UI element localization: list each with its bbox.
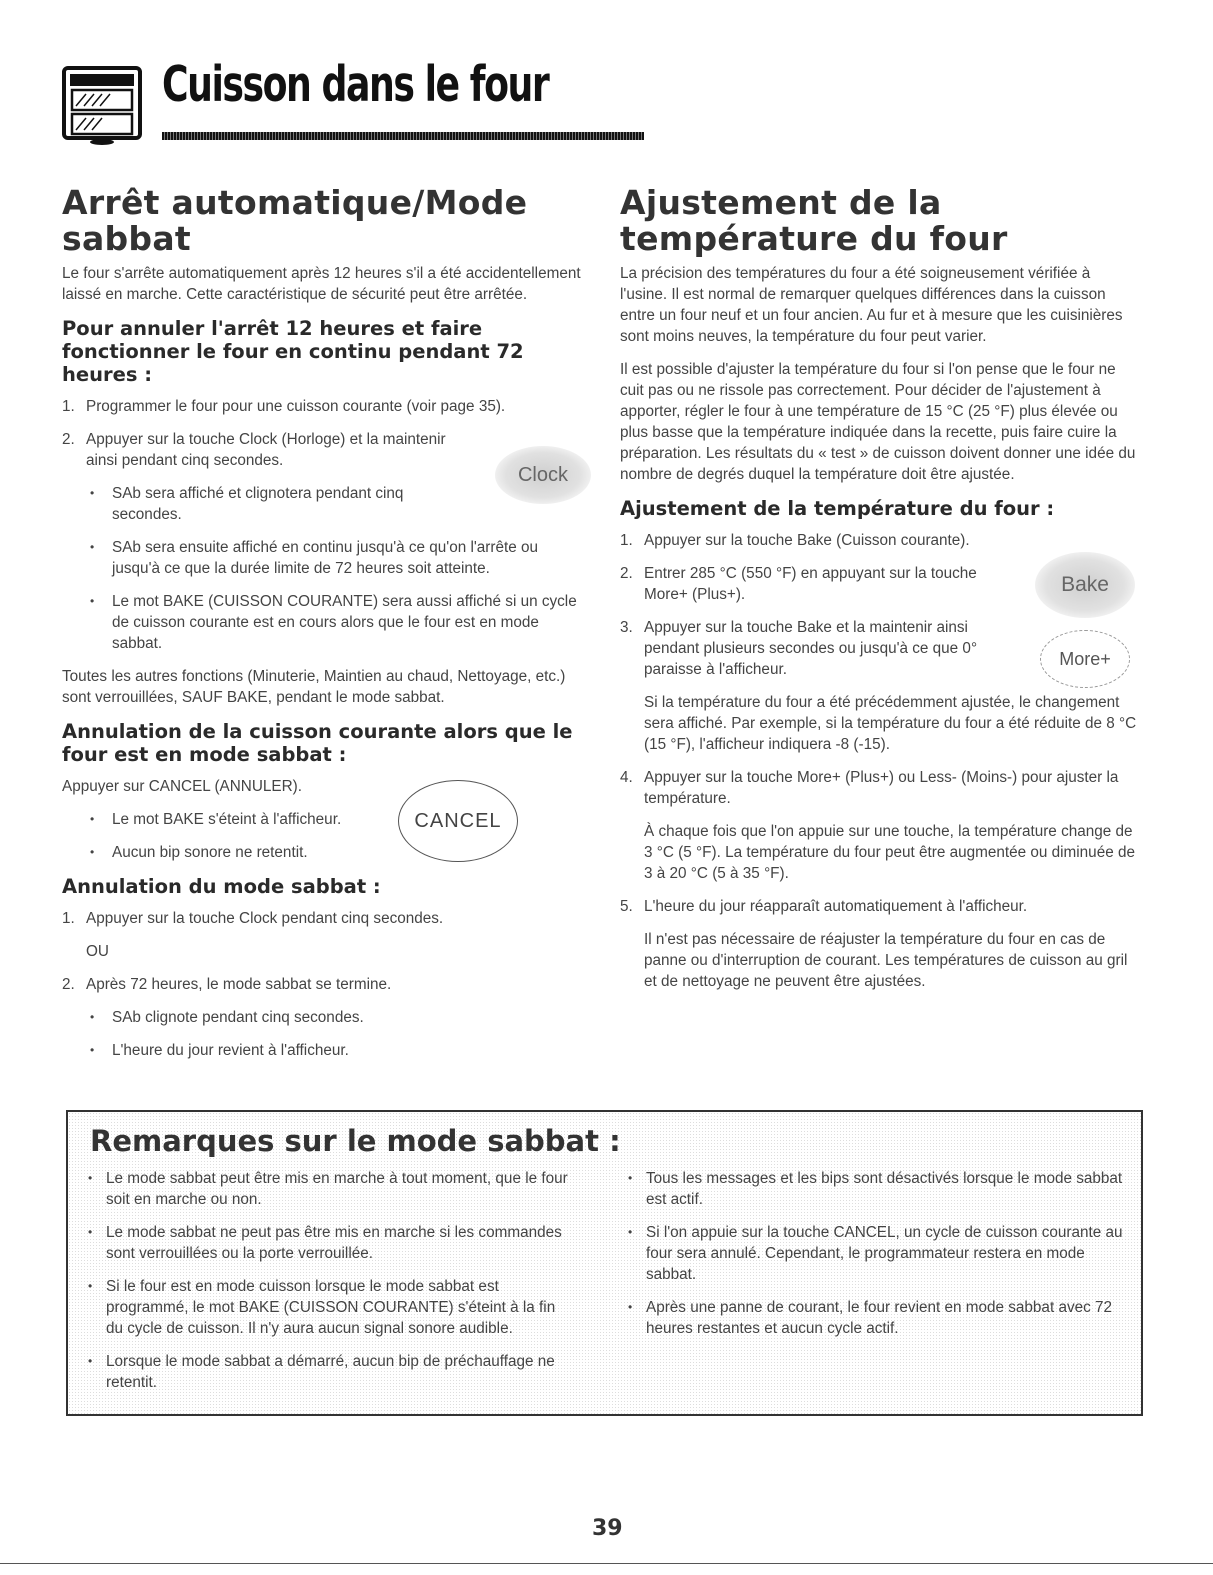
list-item: • Lorsque le mode sabbat a démarré, aucun bip de préchauffage ne retentit. [76,1351,576,1393]
oven-icon [62,66,142,148]
title-rule [162,132,644,140]
list-item: • Le mode sabbat peut être mis en marche à tout moment, que le four soit en marche ou non. [76,1168,576,1210]
locked-functions-paragraph: Toutes les autres fonctions (Minuterie, Maintien au chaud, Nettoyage, etc.) sont verrouillées, SAUF BAKE, pendant le mode sabbat. [62,668,566,706]
list-item: 2. Entrer 285 °C (550 °F) en appuyant sur la touche More+ (Plus+). [620,565,977,603]
sabbath-remarks-box [66,1110,1143,1416]
remarks-right-list [616,1168,1126,1351]
list-item: • Tous les messages et les bips sont désactivés lorsque le mode sabbat est actif. [616,1168,1126,1210]
left-column [62,185,587,1073]
steps-list [620,767,1140,809]
remarks-left-list [76,1168,576,1405]
intro-paragraph: Le four s'arrête automatiquement après 12 heures s'il a été accidentellement laissé en marche. Cette caractéristique de sécurité peut être arrêtée. [62,265,581,303]
bullet-list [62,1007,587,1061]
list-item: 2. Appuyer sur la touche Clock (Horloge) et la maintenir ainsi pendant cinq secondes. [62,431,446,469]
page-number: 39 [592,1516,623,1541]
clock-key-graphic: Clock [495,446,591,504]
list-item: • Le mode sabbat ne peut pas être mis en marche si les commandes sont verrouillées ou la porte verrouillée. [76,1222,576,1264]
step-note: Si la température du four a été précédemment ajustée, le changement sera affiché. Par exemple, si la température du four a été réduite de 8 °C (15 °F), l'afficheur indiquera -8 (-15). [644,694,1137,753]
list-item: • Le mot BAKE (CUISSON COURANTE) sera aussi affiché si un cycle de cuisson courante est en cours alors que le four est en mode sabbat. [62,591,587,654]
cancel-instruction: Appuyer sur CANCEL (ANNULER). [62,778,302,795]
list-item: 2. Après 72 heures, le mode sabbat se termine. [62,976,392,993]
section-heading-sabbath: Arrêt automatique/Mode sabbat [62,183,528,258]
page-header [62,58,594,158]
more-key-graphic: More+ [1040,630,1130,688]
section-heading-temperature: Ajustement de la température du four [620,183,1008,258]
list-item: • Si l'on appuie sur la touche CANCEL, un cycle de cuisson courante au four sera annulé. Cependant, le programmateur restera en mode sabbat. [616,1222,1126,1285]
list-item: 4. Appuyer sur la touche More+ (Plus+) ou Less- (Moins-) pour ajuster la température. [620,769,1119,807]
cancel-key-graphic: CANCEL [398,780,518,862]
bake-key-graphic: Bake [1035,552,1135,618]
list-item: 5. L'heure du jour réapparaît automatiquement à l'afficheur. [620,898,1028,915]
list-item: 1. Appuyer sur la touche Clock pendant cinq secondes. [62,910,444,927]
steps-list [62,908,587,929]
list-item: • SAb sera affiché et clignotera pendant cinq secondes. [62,483,452,525]
bullet-list [62,483,587,654]
step-note: Il n'est pas nécessaire de réajuster la température du four en cas de panne ou d'interruption de courant. Les températures de cuisson au gril et de nettoyage ne peuvent être ajustées. [644,931,1128,990]
footer-rule [0,1563,1213,1564]
steps-list [62,974,587,995]
list-item: • L'heure du jour revient à l'afficheur. [62,1040,587,1061]
list-item: 1. Appuyer sur la touche Bake (Cuisson courante). [620,532,970,549]
step-note: À chaque fois que l'on appuie sur une touche, la température change de 3 °C (5 °F). La température du four peut être augmentée ou diminuée de 3 à 20 °C (5 à 35 °F). [644,823,1135,882]
list-item: 3. Appuyer sur la touche Bake et la maintenir ainsi pendant plusieurs secondes ou jusqu'à ce que 0° paraisse à l'afficheur. [620,619,978,678]
subheading-adjust: Ajustement de la température du four : [620,497,1055,520]
remarks-title: Remarques sur le mode sabbat : [90,1124,621,1158]
or-label: OU [86,943,109,960]
list-item: • Si le four est en mode cuisson lorsque le mode sabbat est programmé, le mot BAKE (CUISSON COURANTE) s'éteint à la fin du cycle de cuisson. Il n'y aura aucun signal sonore audible. [76,1276,576,1339]
list-item: • SAb clignote pendant cinq secondes. [62,1007,587,1028]
paragraph: La précision des températures du four a été soigneusement vérifiée à l'usine. Il est normal de remarquer quelques différences dans la cuisson entre un four neuf et un four ancien. Au fur et à mesure que les cuisinières sont moins neuves, la température du four peut varier. [620,265,1123,345]
steps-list [620,896,1140,917]
list-item: • Le mot BAKE s'éteint à l'afficheur. [62,809,587,830]
subheading-cancel-sabbath: Annulation du mode sabbat : [62,875,381,898]
list-item: • Aucun bip sonore ne retentit. [62,842,587,863]
subheading-cancel-12h: Pour annuler l'arrêt 12 heures et faire fonctionner le four en continu pendant 72 heures : [62,317,524,386]
list-item: • SAb sera ensuite affiché en continu jusqu'à ce qu'on l'arrête ou jusqu'à ce que la durée limite de 72 heures soit atteinte. [62,537,587,579]
paragraph: Il est possible d'ajuster la température du four si l'on pense que le four ne cuit pas ou ne rissole pas correctement. Pour décider de l'ajustement à apporter, régler le four à une température de 15 °C (25 °F) plus élevée ou plus basse que la température indiquée dans la recette, puis faire cuire la préparation. Les résultats du « test » de cuisson doivent donner une idée du nombre de degrés duquel la température doit être ajustée. [620,361,1136,483]
subheading-cancel-bake: Annulation de la cuisson courante alors que le four est en mode sabbat : [62,720,573,766]
page-title: Cuisson dans le four [162,56,549,113]
list-item: • Après une panne de courant, le four revient en mode sabbat avec 72 heures restantes et aucun cycle actif. [616,1297,1126,1339]
list-item: 1. Programmer le four pour une cuisson courante (voir page 35). [62,398,506,415]
